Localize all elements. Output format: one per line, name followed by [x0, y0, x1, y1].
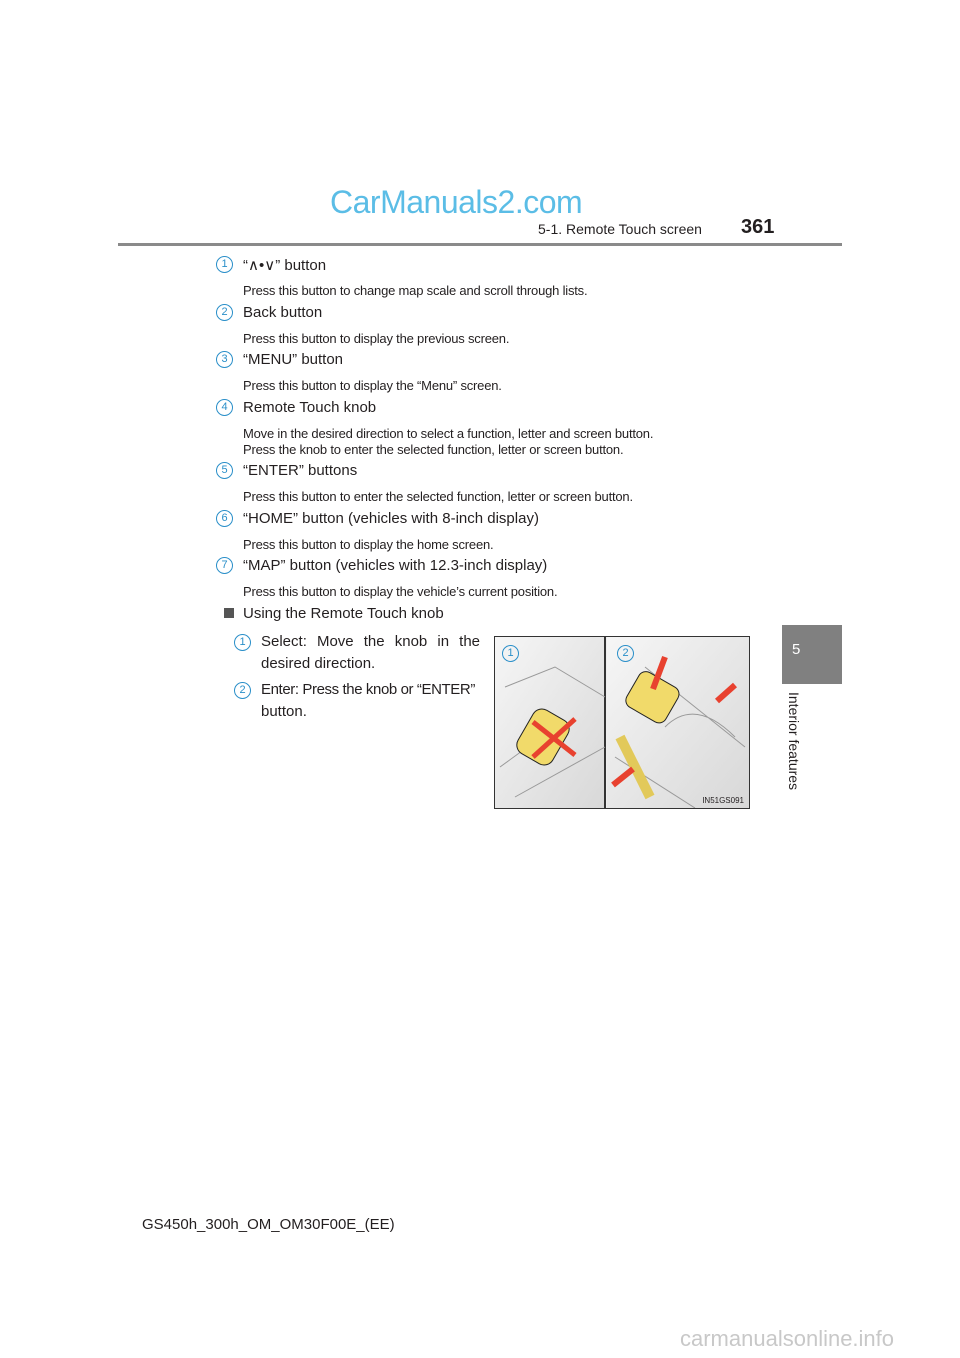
- item-desc: Press this button to display the home screen.: [243, 537, 494, 552]
- step-text: Enter: Press the knob or “ENTER”: [261, 681, 475, 698]
- item-title: “∧•∨” button: [243, 257, 327, 274]
- watermark-logo: CarManuals2.com: [330, 184, 583, 220]
- footer-code: GS450h_300h_OM_OM30F00E_(EE): [142, 1216, 395, 1233]
- item-desc: Press this button to enter the selected function, letter or screen button.: [243, 489, 633, 504]
- item-desc: Press this button to display the vehicle’s current position.: [243, 584, 558, 599]
- item-title: Remote Touch knob: [243, 399, 377, 416]
- item-desc: Move in the desired direction to select a function, letter and screen button.: [243, 426, 654, 441]
- watermark-bottom: carmanualsonline.info: [680, 1326, 895, 1351]
- step-text: desired direction.: [261, 655, 376, 672]
- step-number: 1: [234, 634, 251, 651]
- item-title: “MAP” button (vehicles with 12.3-inch display): [243, 557, 548, 574]
- step-number: 2: [234, 682, 251, 699]
- figure-label: 2: [617, 645, 634, 662]
- step-text: button.: [261, 703, 307, 720]
- item-number: 3: [216, 351, 233, 368]
- page-number: 361: [741, 216, 775, 238]
- item-title: “MENU” button: [243, 351, 344, 368]
- figure-label: 1: [502, 645, 519, 662]
- section-title: 5-1. Remote Touch screen: [538, 221, 702, 237]
- step-text: Select: Move the knob in the: [261, 633, 480, 650]
- item-number: 5: [216, 462, 233, 479]
- item-title: “HOME” button (vehicles with 8-inch display): [243, 510, 539, 527]
- figure-code: IN51GS091: [702, 796, 744, 805]
- section-bullet: [224, 608, 234, 618]
- item-number: 2: [216, 304, 233, 321]
- item-desc: Press this button to display the previous screen.: [243, 331, 510, 346]
- chapter-tab: [782, 625, 842, 684]
- chapter-label: Interior features: [786, 692, 802, 791]
- item-number: 4: [216, 399, 233, 416]
- chapter-number: 5: [792, 641, 801, 658]
- item-title: “ENTER” buttons: [243, 462, 358, 479]
- item-desc: Press this button to change map scale and scroll through lists.: [243, 283, 588, 298]
- item-number: 6: [216, 510, 233, 527]
- item-desc: Press this button to display the “Menu” screen.: [243, 378, 502, 393]
- item-number: 1: [216, 256, 233, 273]
- item-title: Back button: [243, 304, 323, 321]
- item-desc: Press the knob to enter the selected function, letter or screen button.: [243, 442, 624, 457]
- subsection-title: Using the Remote Touch knob: [243, 605, 444, 622]
- remote-touch-figure: [494, 636, 750, 809]
- header-rule: [118, 243, 842, 246]
- knob-illustration: [495, 637, 749, 808]
- item-number: 7: [216, 557, 233, 574]
